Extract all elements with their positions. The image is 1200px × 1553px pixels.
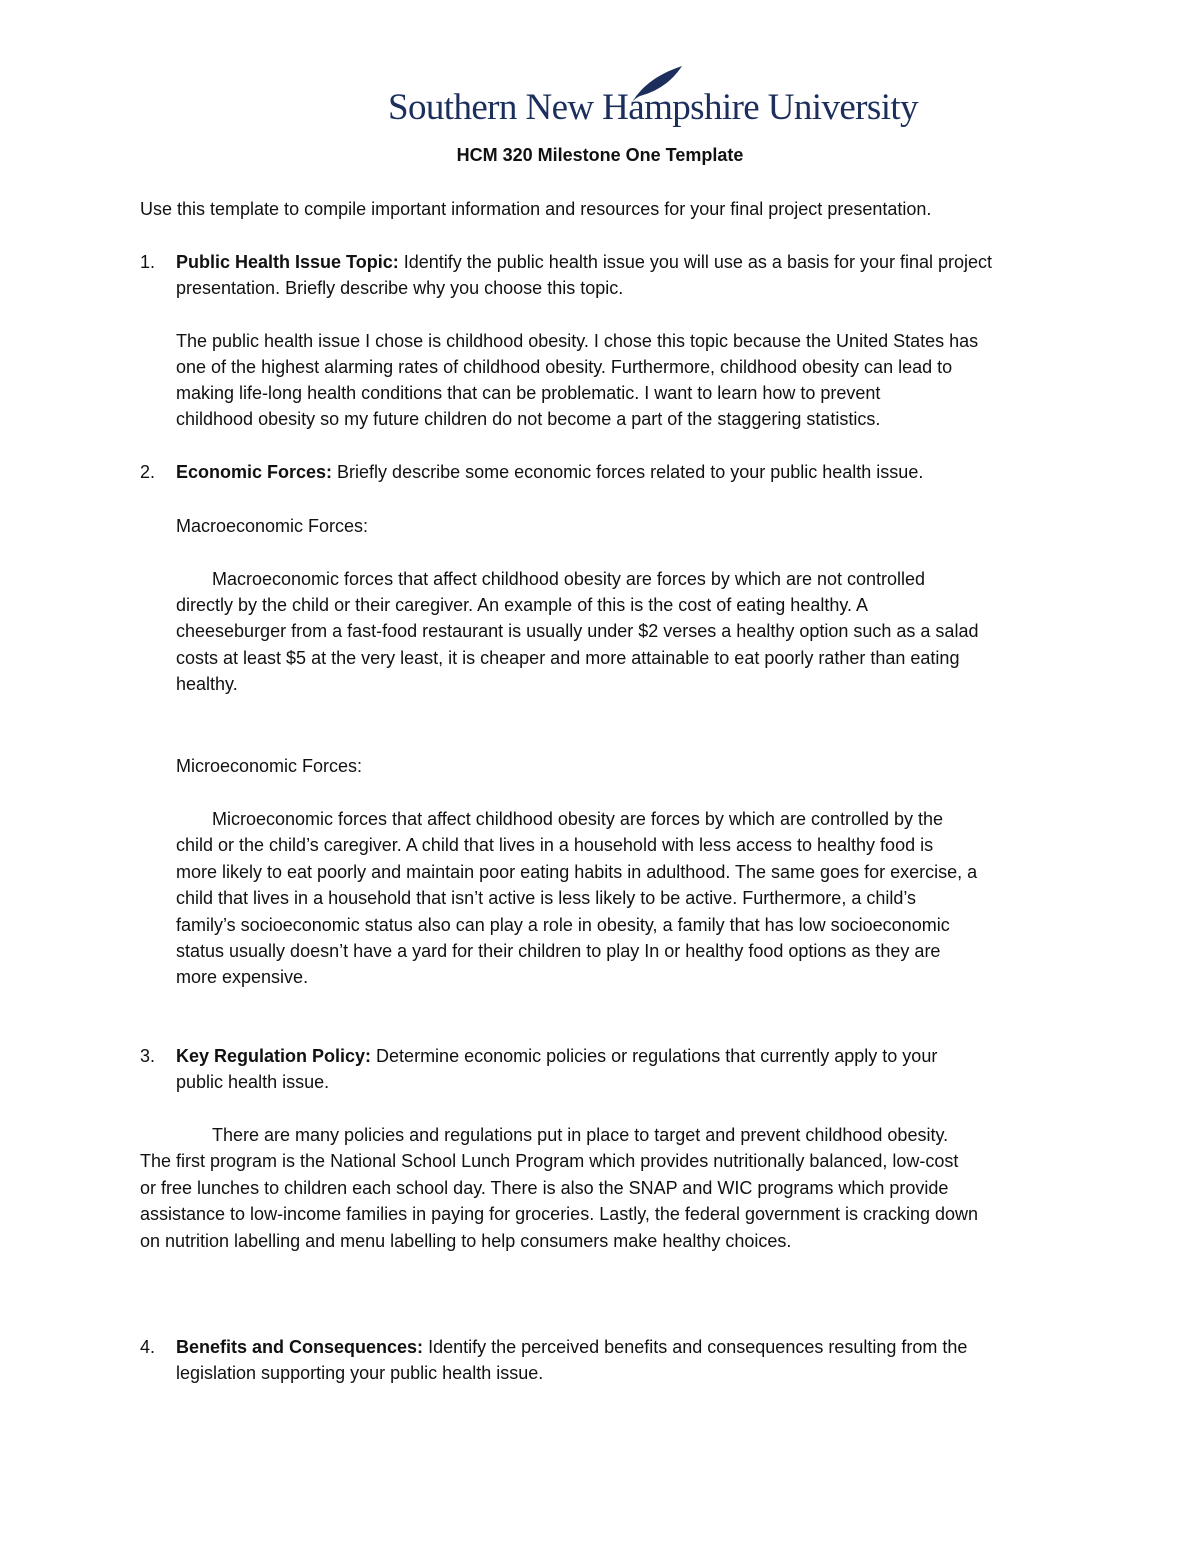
item-number: 2. [140, 462, 156, 482]
subsection-label: Microeconomic Forces: [176, 756, 363, 776]
answer-line: The public health issue I chose is childhood obesity. I chose this topic because the United States has [176, 331, 979, 351]
item-heading: Key Regulation Policy: [176, 1046, 372, 1066]
answer-line: one of the highest alarming rates of childhood obesity. Furthermore, childhood obesity can lead to [176, 357, 953, 377]
prompt-line: Briefly describe some economic forces related to your public health issue. [332, 462, 924, 482]
item-heading: Public Health Issue Topic: [176, 252, 399, 272]
micro-line: Microeconomic forces that affect childhood obesity are forces by which are controlled by the [212, 809, 944, 829]
micro-line: more expensive. [176, 967, 309, 987]
item-number: 1. [140, 252, 156, 272]
micro-line: family’s socioeconomic status also can play a role in obesity, a family that has low socioeconomic [176, 915, 950, 935]
intro-text: Use this template to compile important information and resources for your final project presentation. [140, 199, 932, 219]
prompt-line: Determine economic policies or regulations that currently apply to your [371, 1046, 938, 1066]
prompt-line: presentation. Briefly describe why you choose this topic. [176, 278, 624, 298]
item-prompt [176, 1043, 937, 1069]
micro-line: more likely to eat poorly and maintain poor eating habits in adulthood. The same goes for exercise, a [176, 862, 978, 882]
answer-line: There are many policies and regulations put in place to target and prevent childhood obesity. [212, 1125, 949, 1145]
item-prompt [176, 459, 923, 485]
answer-line: making life-long health conditions that can be problematic. I want to learn how to prevent [176, 383, 881, 403]
micro-line: child or the child’s caregiver. A child that lives in a household with less access to healthy food is [176, 835, 934, 855]
item-prompt [176, 249, 992, 275]
logo-wordmark: Southern New Hampshire University [388, 87, 918, 128]
item-number: 4. [140, 1337, 156, 1357]
item-heading: Economic Forces: [176, 462, 333, 482]
answer-line: assistance to low-income families in paying for groceries. Lastly, the federal government is cracking down [140, 1204, 979, 1224]
prompt-line: Identify the perceived benefits and consequences resulting from the [423, 1337, 968, 1357]
answer-line: or free lunches to children each school day. There is also the SNAP and WIC programs which provide [140, 1178, 949, 1198]
micro-line: child that lives in a household that isn’t active is less likely to be active. Furthermore, a child’s [176, 888, 917, 908]
item-number: 3. [140, 1046, 156, 1066]
prompt-line: Identify the public health issue you will use as a basis for your final project [398, 252, 993, 272]
subsection-label: Macroeconomic Forces: [176, 516, 369, 536]
macro-line: directly by the child or their caregiver. An example of this is the cost of eating healthy. A [176, 595, 869, 615]
answer-line: childhood obesity so my future children do not become a part of the staggering statistics. [176, 409, 881, 429]
answer-line: The first program is the National School Lunch Program which provides nutritionally balanced, low-cost [140, 1151, 959, 1171]
university-logo [388, 64, 918, 134]
macro-line: costs at least $5 at the very least, it is cheaper and more attainable to eat poorly rather than eating [176, 648, 960, 668]
prompt-line: legislation supporting your public health issue. [176, 1363, 544, 1383]
item-prompt [176, 1334, 967, 1360]
macro-line: cheeseburger from a fast-food restaurant is usually under $2 verses a healthy option such as a salad [176, 621, 979, 641]
macro-line: Macroeconomic forces that affect childhood obesity are forces by which are not controlled [212, 569, 926, 589]
macro-line: healthy. [176, 674, 238, 694]
answer-line: on nutrition labelling and menu labelling to help consumers make healthy choices. [140, 1231, 792, 1251]
micro-line: status usually doesn’t have a yard for their children to play In or healthy food options as they are [176, 941, 941, 961]
prompt-line: public health issue. [176, 1072, 330, 1092]
document-title: HCM 320 Milestone One Template [456, 145, 744, 165]
item-heading: Benefits and Consequences: [176, 1337, 424, 1357]
